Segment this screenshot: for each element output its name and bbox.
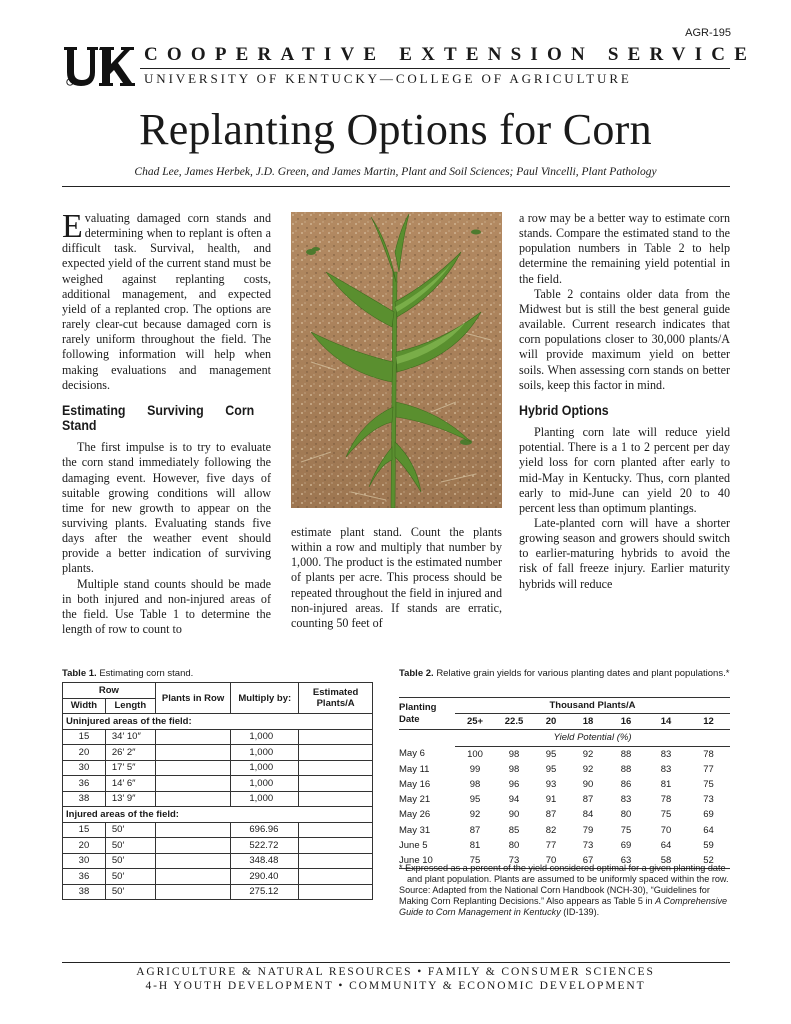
yield-cell: 78: [660, 794, 672, 806]
paragraph: Late-planted corn will have a shorter growing season and growers should switch to earlier-maturing hybrids to avoid the risk of fall freeze injury. Earlier maturity hybrids will reduce: [519, 515, 730, 591]
table-2-footnote: * Expressed as a percent of the yield considered optimal for a given planting date and plant population. Plants are assumed to be uniformly spaced within the row.: [399, 863, 729, 884]
intro-text: valuating damaged corn stands and determining when to replant is often a difficult task. Survival, health, and expected yield of the current stand must be weighed against replanting costs, additional management, and expected yield of a replanted crop. The options are rarely clear-cut because damaged corn is rarely uniform throughout the field. The following information will help when making evaluations and management decisions.: [62, 211, 271, 392]
table-row: [399, 762, 730, 777]
table-row: [63, 869, 373, 885]
table-row: [63, 776, 373, 792]
table-2-rows: [399, 746, 730, 869]
yield-cell: 86: [620, 779, 632, 791]
plants-in-row-cell: [155, 776, 231, 792]
yield-cell: 85: [508, 824, 520, 836]
table-row: [399, 838, 730, 853]
plants-in-row-cell: [155, 760, 231, 776]
yield-cell: 83: [620, 794, 632, 806]
title-rule: [62, 186, 730, 187]
yield-cell: 98: [508, 763, 520, 775]
row-length-cell: 26′ 2″: [105, 745, 155, 761]
yield-cell: 84: [582, 809, 594, 821]
estimated-plants-cell: [299, 729, 373, 745]
column-3: [519, 211, 730, 592]
plants-in-row-cell: [155, 869, 231, 885]
yield-cell: 88: [620, 748, 632, 760]
paragraph: Table 2 contains older data from the Midwest but is still the best general guide available. Current research indicates that corn populations closer to 30,000 plants/A will provide maximum yield on better soils. When assessing corn stands on better soils, keep this factor in mind.: [519, 286, 730, 392]
row-width-cell: 30: [63, 853, 106, 869]
multiply-cell: 290.40: [231, 869, 299, 885]
table-1-label: Table 1.: [62, 668, 97, 679]
multiply-cell: 1,000: [231, 745, 299, 761]
column-1: [62, 208, 271, 637]
row-width-cell: 38: [63, 791, 106, 807]
yield-cell: 83: [660, 763, 672, 775]
population-header: 16: [607, 714, 645, 730]
yield-cell: 70: [660, 824, 672, 836]
planting-date-cell: June 5: [399, 839, 428, 851]
table-row: [63, 760, 373, 776]
table-2-title: Relative grain yields for various planting dates and plant populations.*: [436, 668, 730, 679]
row-length-cell: 50′: [105, 822, 155, 838]
authors: Chad Lee, James Herbek, J.D. Green, and James Martin, Plant and Soil Sciences; Paul Vincelli, Plant Pathology: [134, 166, 657, 178]
yield-cell: 88: [620, 763, 632, 775]
corn-plant-photo: [291, 212, 502, 508]
paragraph: a row may be a better way to estimate corn stands. Compare the estimated stand to the population numbers in Table 2 to help determine the remaining yield potential in the field.: [519, 211, 730, 286]
estimated-plants-cell: [299, 838, 373, 854]
col-header-population-group: Thousand Plants/A: [455, 698, 730, 714]
corn-plant-image: [291, 212, 502, 508]
table-row: [399, 777, 730, 792]
plants-in-row-cell: [155, 791, 231, 807]
row-width-cell: 36: [63, 869, 106, 885]
paragraph: Multiple stand counts should be made in both injured and non-injured areas of the field. Use Table 1 to determine the length of row to count to: [62, 576, 271, 637]
yield-cell: 77: [703, 763, 714, 775]
row-length-cell: 13′ 9″: [105, 791, 155, 807]
yield-cell: 95: [545, 763, 557, 775]
yield-cell: 75: [620, 824, 632, 836]
uk-logo: [62, 43, 138, 87]
planting-date-cell: May 31: [399, 824, 431, 836]
row-length-cell: 14′ 6″: [105, 776, 155, 792]
multiply-cell: 275.12: [231, 884, 299, 900]
yield-cell: 52: [703, 854, 714, 866]
col-header-length: Length: [105, 698, 155, 714]
yield-cell: 73: [703, 794, 714, 806]
table-2-source: [399, 885, 731, 918]
col-header-multiply: Multiply by:: [231, 683, 299, 714]
multiply-cell: 522.72: [231, 838, 299, 854]
yield-cell: 75: [469, 854, 481, 866]
source-suffix: (ID-139).: [560, 907, 600, 917]
plants-in-row-cell: [155, 838, 231, 854]
plants-in-row-cell: [155, 729, 231, 745]
paragraph: The first impulse is to try to evaluate the corn stand immediately following the damaging event. However, five days of suitable growing conditions will allow time for new growth to appear on the surviving plants. Evaluating stands five days after the weather event should provide a better indication of surviving plants.: [62, 440, 271, 576]
row-width-cell: 30: [63, 760, 106, 776]
row-width-cell: 20: [63, 745, 106, 761]
yield-cell: 91: [545, 794, 557, 806]
row-width-cell: 36: [63, 776, 106, 792]
yield-cell: 64: [660, 839, 672, 851]
row-width-cell: 15: [63, 822, 106, 838]
table-2-notes: [399, 863, 731, 918]
yield-cell: 100: [467, 748, 483, 760]
yield-cell: 95: [545, 748, 557, 760]
estimated-plants-cell: [299, 884, 373, 900]
footer-line-2: 4-H YOUTH DEVELOPMENT • COMMUNITY & ECONOMIC DEVELOPMENT: [145, 980, 646, 992]
multiply-cell: 1,000: [231, 760, 299, 776]
yield-cell: 87: [582, 794, 594, 806]
yield-cell: 63: [620, 854, 632, 866]
multiply-cell: 1,000: [231, 776, 299, 792]
yield-cell: 67: [582, 854, 594, 866]
yield-cell: 64: [703, 824, 714, 836]
yield-cell: 98: [469, 779, 481, 791]
yield-cell: 69: [703, 809, 714, 821]
yield-cell: 73: [508, 854, 520, 866]
planting-date-cell: May 11: [399, 763, 430, 775]
planting-date-cell: May 26: [399, 809, 431, 821]
col-header-date: Planting Date: [399, 698, 455, 730]
planting-date-cell: June 10: [399, 854, 433, 866]
row-length-cell: 50′: [105, 853, 155, 869]
yield-cell: 58: [660, 854, 672, 866]
yield-potential-subheader: Yield Potential (%): [455, 730, 730, 746]
population-header: 12: [687, 714, 730, 730]
estimated-plants-cell: [299, 869, 373, 885]
source-text: Source: Adapted from the National Corn Handbook (NCH-30), “Guidelines for Making Corn Replanting Decisions.” Also appears as Table 5 in: [399, 885, 710, 906]
yield-cell: 81: [660, 779, 672, 791]
estimated-plants-cell: [299, 853, 373, 869]
planting-date-cell: May 6: [399, 748, 425, 760]
row-length-cell: 50′: [105, 869, 155, 885]
source-title: A Comprehensive Guide to Corn Management in Kentucky: [399, 896, 728, 917]
multiply-cell: 1,000: [231, 791, 299, 807]
table-row: [63, 884, 373, 900]
paragraph: estimate plant stand. Count the plants within a row and multiply that number by 1,000. The product is the estimated number of plants per acre. This process should be repeated throughout the field in injured and non-injured areas. If stands are erratic, counting 50 feet of: [291, 525, 502, 630]
yield-cell: 69: [620, 839, 632, 851]
yield-cell: 80: [508, 839, 520, 851]
table-1-injured-rows: [63, 822, 373, 900]
table-1-caption: [62, 668, 193, 679]
yield-cell: 78: [703, 748, 714, 760]
service-name: COOPERATIVE EXTENSION SERVICE: [144, 44, 757, 65]
row-length-cell: 34′ 10″: [105, 729, 155, 745]
yield-cell: 92: [582, 748, 594, 760]
table-row: [63, 791, 373, 807]
multiply-cell: 1,000: [231, 729, 299, 745]
table-row: [399, 746, 730, 762]
estimated-plants-cell: [299, 760, 373, 776]
yield-cell: 80: [620, 809, 632, 821]
table-2-caption: [399, 668, 731, 679]
yield-cell: 75: [660, 809, 672, 821]
yield-cell: 93: [545, 779, 557, 791]
yield-cell: 73: [582, 839, 594, 851]
estimated-plants-cell: [299, 822, 373, 838]
yield-cell: 82: [545, 824, 557, 836]
table-row: [63, 745, 373, 761]
table-row: [399, 823, 730, 838]
population-header: 18: [569, 714, 607, 730]
column-2: [291, 525, 502, 631]
yield-cell: 94: [508, 794, 520, 806]
section-heading-stand: Estimating Surviving Corn Stand: [62, 402, 255, 434]
row-width-cell: 20: [63, 838, 106, 854]
plants-in-row-cell: [155, 745, 231, 761]
yield-cell: 99: [469, 763, 481, 775]
row-width-cell: 38: [63, 884, 106, 900]
row-width-cell: 15: [63, 729, 106, 745]
paragraph: Planting corn late will reduce yield potential. There is a 1 to 2 percent per day yield loss for corn planted after early to mid-May in Kentucky. Thus, corn planted early to mid-June can yield 20 to 40 percent less than optimum plantings.: [519, 425, 730, 515]
planting-date-cell: May 21: [399, 794, 431, 806]
table-row: [399, 807, 730, 822]
row-length-cell: 17′ 5″: [105, 760, 155, 776]
yield-cell: 95: [469, 794, 481, 806]
estimated-plants-cell: [299, 791, 373, 807]
estimated-plants-cell: [299, 745, 373, 761]
col-header-row: Row: [63, 683, 156, 699]
table-1-uninjured-rows: [63, 729, 373, 807]
table-1: [62, 682, 373, 900]
table-2: [399, 697, 730, 871]
yield-cell: 92: [582, 763, 594, 775]
population-header: 14: [645, 714, 687, 730]
row-length-cell: 50′: [105, 838, 155, 854]
yield-cell: 98: [508, 748, 520, 760]
col-header-plants: Plants in Row: [155, 683, 231, 714]
col-header-estimated: Estimated Plants/A: [299, 683, 373, 714]
table-row: [63, 822, 373, 838]
drop-cap: E: [62, 208, 83, 245]
col-header-width: Width: [63, 698, 106, 714]
table-row: [63, 729, 373, 745]
section-heading-hybrid: Hybrid Options: [519, 402, 609, 418]
table-row: [399, 792, 730, 807]
table-1-title: Estimating corn stand.: [99, 668, 194, 679]
yield-cell: 92: [469, 809, 481, 821]
population-header: 25+: [455, 714, 495, 730]
population-header: 20: [533, 714, 569, 730]
table-2-label: Table 2.: [399, 668, 434, 679]
yield-cell: 90: [582, 779, 594, 791]
yield-cell: 81: [469, 839, 481, 851]
yield-cell: 90: [508, 809, 520, 821]
plants-in-row-cell: [155, 853, 231, 869]
table-row: [63, 838, 373, 854]
page-title: Replanting Options for Corn: [139, 105, 652, 154]
estimated-plants-cell: [299, 776, 373, 792]
footer-line-1: AGRICULTURE & NATURAL RESOURCES • FAMILY & CONSUMER SCIENCES: [136, 966, 655, 978]
yield-cell: 96: [508, 779, 520, 791]
plants-in-row-cell: [155, 822, 231, 838]
multiply-cell: 348.48: [231, 853, 299, 869]
footer-rule: [62, 962, 730, 963]
intro-paragraph: [62, 208, 271, 393]
publication-number: AGR-195: [685, 27, 731, 39]
population-header: 22.5: [495, 714, 533, 730]
yield-cell: 87: [545, 809, 557, 821]
uk-logo-mark: [62, 43, 138, 89]
row-length-cell: 50′: [105, 884, 155, 900]
plants-in-row-cell: [155, 884, 231, 900]
yield-cell: 83: [660, 748, 672, 760]
yield-cell: 75: [703, 779, 714, 791]
university-line: UNIVERSITY OF KENTUCKY—COLLEGE OF AGRICULTURE: [144, 71, 632, 86]
yield-cell: 79: [582, 824, 594, 836]
table-row: [63, 853, 373, 869]
section-uninjured: Uninjured areas of the field:: [63, 714, 373, 730]
section-injured: Injured areas of the field:: [63, 807, 373, 823]
yield-cell: 59: [703, 839, 714, 851]
header-rule: [140, 68, 730, 69]
multiply-cell: 696.96: [231, 822, 299, 838]
planting-date-cell: May 16: [399, 779, 431, 791]
yield-cell: 77: [545, 839, 557, 851]
yield-cell: 87: [469, 824, 481, 836]
yield-cell: 70: [545, 854, 557, 866]
